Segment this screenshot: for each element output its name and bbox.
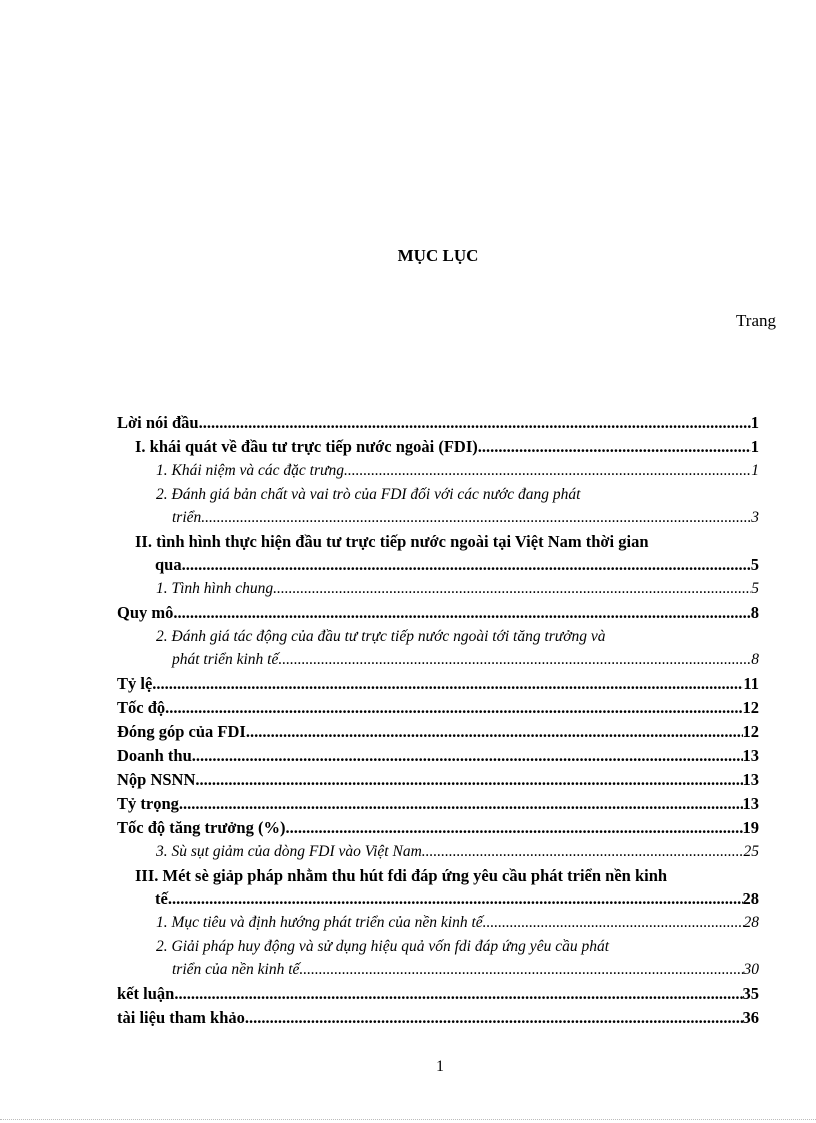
- toc-entry[interactable]: [117, 935, 759, 982]
- toc-leader: [199, 411, 751, 435]
- toc-entry[interactable]: [117, 864, 759, 911]
- toc-entry[interactable]: [117, 625, 759, 672]
- toc-entry-label: III. Mét sè giảp pháp nhằm thu hút fdi đáp ứng yêu cầu phát triển nền kinh: [135, 866, 668, 885]
- toc-entry-label: Doanh thu: [117, 746, 192, 765]
- toc-entry-continuation: [117, 506, 759, 530]
- toc-entry-label: 2. Đánh giá tác động của đầu tư trực tiếp nước ngoài tới tăng trưởng và: [156, 628, 606, 645]
- page-title: MỤC LỤC: [397, 246, 479, 265]
- toc-entry-label: Tỷ lệ: [117, 674, 153, 693]
- toc-leader: [478, 435, 751, 459]
- toc-entry-continuation: [117, 887, 759, 911]
- toc-entry-label: 3. Sù sụt giảm của dòng FDI vào Việt Nam: [156, 843, 422, 860]
- toc-leader: [165, 696, 742, 720]
- toc-page: 28: [743, 914, 759, 931]
- toc-entry[interactable]: [117, 696, 759, 720]
- toc-entry-label-cont: triển của nền kinh tế: [172, 961, 300, 978]
- toc-entry-label: Nộp NSNN: [117, 770, 196, 789]
- toc-entry[interactable]: [117, 672, 759, 696]
- toc-entry[interactable]: [117, 768, 759, 792]
- toc-leader: [186, 553, 751, 577]
- toc-entry-continuation: [117, 958, 759, 982]
- toc-entry[interactable]: [117, 840, 759, 864]
- toc-entry-label: Lời nói đầu: [117, 413, 199, 432]
- toc-page: 3: [751, 509, 759, 526]
- toc-leader: [152, 672, 743, 696]
- toc-page: 36: [742, 1008, 759, 1027]
- toc-leader: [273, 577, 751, 601]
- toc-entry-label: I. khái quát về đầu tư trực tiếp nước ngoài (FDI): [135, 437, 478, 456]
- toc-page: 11: [743, 674, 759, 693]
- toc-page: 1: [751, 462, 759, 479]
- toc-page: 35: [742, 984, 759, 1003]
- toc-page: 13: [742, 746, 759, 765]
- toc-entry-label-cont: qua.: [155, 555, 186, 574]
- toc-page: 28: [742, 889, 759, 908]
- toc-entry-label: 2. Giải pháp huy động và sử dụng hiệu quả vốn fdi đáp ứng yêu cầu phát: [156, 938, 610, 955]
- toc-page: 13: [742, 794, 759, 813]
- toc-entry[interactable]: [117, 483, 759, 530]
- toc-entry-label-cont: triển: [172, 509, 202, 526]
- toc-leader: [246, 720, 743, 744]
- toc-entry-label: kết luận: [117, 984, 175, 1003]
- toc-leader: [285, 816, 742, 840]
- toc-entry[interactable]: [117, 720, 759, 744]
- toc-leader: [173, 601, 750, 625]
- toc-entry-continuation: [117, 553, 759, 577]
- toc-entry[interactable]: [117, 982, 759, 1006]
- toc-entry-label: Tốc độ tăng trưởng (%): [117, 818, 286, 837]
- toc-entry-label-cont: tế: [155, 889, 168, 908]
- toc-entry-label: II. tình hình thực hiện đầu tư trực tiếp nước ngoài tại Việt Nam thời gian: [135, 532, 649, 551]
- toc-entry[interactable]: [117, 816, 759, 840]
- toc-leader: [483, 911, 744, 935]
- table-of-contents: [117, 411, 759, 1030]
- toc-leader: [168, 887, 743, 911]
- toc-page: 12: [742, 698, 759, 717]
- toc-entry[interactable]: [117, 577, 759, 601]
- toc-entry[interactable]: [117, 459, 759, 483]
- page-number: 1: [436, 1058, 444, 1075]
- toc-page: 12: [742, 722, 759, 741]
- toc-entry-label: 1. Khái niệm và các đặc trưng: [156, 462, 344, 479]
- toc-leader: [174, 982, 742, 1006]
- toc-entry-label-cont: phát triển kinh tế: [172, 651, 279, 668]
- toc-entry-label: Tốc độ: [117, 698, 166, 717]
- toc-page: 19: [742, 818, 759, 837]
- toc-leader: [245, 1006, 743, 1030]
- page-bottom-divider: [0, 1119, 816, 1120]
- toc-entry-label: 2. Đánh giá bản chất và vai trò của FDI đối với các nước đang phát: [156, 486, 581, 503]
- toc-leader: [201, 506, 751, 530]
- toc-leader: [299, 958, 743, 982]
- toc-page: 30: [743, 961, 759, 978]
- toc-entry[interactable]: [117, 792, 759, 816]
- toc-leader: [278, 648, 751, 672]
- toc-leader: [422, 840, 744, 864]
- toc-page: 1: [750, 413, 759, 432]
- toc-entry-label: tài liệu tham khảo: [117, 1008, 245, 1027]
- toc-entry-label: Đóng góp của FDI: [117, 722, 246, 741]
- toc-page: 8: [751, 651, 759, 668]
- toc-entry-label: Tỷ trọng: [117, 794, 179, 813]
- toc-entry-label: 1. Tình hình chung: [156, 580, 274, 597]
- toc-entry[interactable]: [117, 1006, 759, 1030]
- toc-leader: [192, 744, 743, 768]
- toc-entry[interactable]: [117, 744, 759, 768]
- toc-page: 5: [751, 580, 759, 597]
- toc-page: 13: [742, 770, 759, 789]
- toc-page: 8: [750, 603, 759, 622]
- toc-leader: [344, 459, 751, 483]
- page-column-header: Trang: [736, 311, 776, 330]
- toc-leader: [195, 768, 742, 792]
- toc-entry-label: 1. Mục tiêu và định hướng phát triển của nền kinh tế: [156, 914, 483, 931]
- toc-entry-label: Quy mô: [117, 603, 174, 622]
- toc-entry[interactable]: [117, 435, 759, 459]
- toc-entry-continuation: [117, 648, 759, 672]
- toc-entry[interactable]: [117, 601, 759, 625]
- toc-page: 1: [750, 437, 759, 456]
- toc-page: 25: [743, 843, 759, 860]
- toc-leader: [179, 792, 743, 816]
- toc-page: 5: [750, 555, 759, 574]
- toc-entry[interactable]: [117, 411, 759, 435]
- toc-entry[interactable]: [117, 911, 759, 935]
- toc-entry[interactable]: [117, 530, 759, 577]
